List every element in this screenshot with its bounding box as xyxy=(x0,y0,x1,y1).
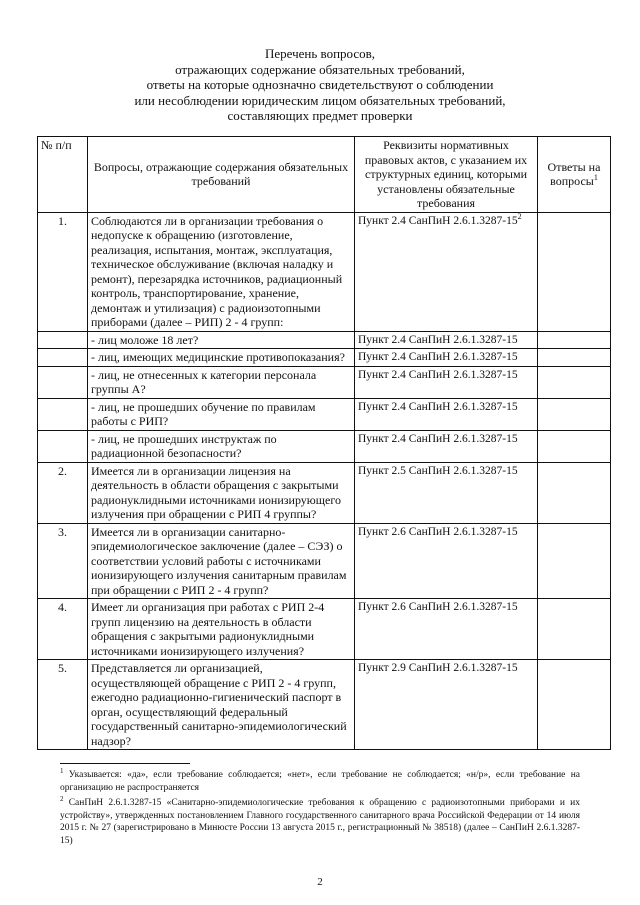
row-number xyxy=(38,349,88,367)
table-row xyxy=(38,523,611,599)
row-answer-cell[interactable] xyxy=(538,366,611,398)
row-requisite xyxy=(355,660,538,750)
row-answer-cell[interactable] xyxy=(538,398,611,430)
row-answer-cell[interactable] xyxy=(538,349,611,367)
row-requisite-text: Пункт 2.4 СанПиН 2.6.1.3287-15 xyxy=(358,333,518,346)
row-requisite xyxy=(355,523,538,599)
row-requisite-text: Пункт 2.6 СанПиН 2.6.1.3287-15 xyxy=(358,525,518,538)
table-row xyxy=(38,349,611,367)
footnote-1 xyxy=(60,766,580,794)
title-line-1: Перечень вопросов, xyxy=(264,46,376,61)
row-question: Соблюдаются ли в организации требования о недопуске к обращению (изготовление, реализация, испытания, монтаж, эксплуатация, техническое обслуживание (включая наладку и ремонт), перезарядка источников, радиационный контроль, транспортирование, хранение, демонтаж и утилизация) с радиоизотопными приборами (далее – РИП) 2 - 4 групп: xyxy=(88,212,355,331)
row-question: - лиц, не отнесенных к категории персонала группы А? xyxy=(88,366,355,398)
header-requisites-label: Реквизиты нормативных правовых актов, с указанием их структурных единиц, которыми установлены обязательные требования xyxy=(364,138,528,210)
row-answer-cell[interactable] xyxy=(538,462,611,523)
row-answer-cell[interactable] xyxy=(538,212,611,331)
row-requisite-text: Пункт 2.4 СанПиН 2.6.1.3287-15 xyxy=(358,351,518,363)
table-row xyxy=(38,331,611,349)
header-answers-label: Ответы на вопросы xyxy=(547,159,601,189)
row-requisite xyxy=(355,398,538,430)
checklist-table xyxy=(37,136,611,750)
table-row xyxy=(38,366,611,398)
footnote-2-text: СанПиН 2.6.1.3287-15 «Санитарно-эпидемиологические требования к обращению с радиоизотопными приборами и их устройству», утвержденных постановлением Главного государственного санитарного врача Российской Федерации от 14 июля 2015 г. № 27 (зарегистрировано в Минюсте России 13 августа 2015 г., регистрационный № 38518) (далее – СанПиН 2.6.1.3287-15) xyxy=(60,798,580,846)
row-answer-cell[interactable] xyxy=(538,331,611,349)
row-requisite xyxy=(355,366,538,398)
row-question: Представляется ли организацией, осуществляющей обращение с РИП 2 - 4 групп, ежегодно радиационно-гигиенический паспорт в орган, осуществляющий федеральный государственный санитарно-эпидемиологический надзор? xyxy=(88,660,355,750)
row-question: - лиц, не прошедших обучение по правилам работы с РИП? xyxy=(88,398,355,430)
row-requisite xyxy=(355,430,538,462)
title-line-3: ответы на которые однозначно свидетельствуют о соблюдении xyxy=(146,77,494,92)
header-num-label: № п/п xyxy=(41,138,72,152)
footnotes xyxy=(60,766,580,850)
row-requisite-text: Пункт 2.4 СанПиН 2.6.1.3287-15 xyxy=(358,214,518,227)
row-number: 2. xyxy=(38,462,88,523)
table-row xyxy=(38,660,611,750)
row-number: 1. xyxy=(38,212,88,331)
row-requisite-text: Пункт 2.6 СанПиН 2.6.1.3287-15 xyxy=(358,601,518,613)
row-requisite-text: Пункт 2.5 СанПиН 2.6.1.3287-15 xyxy=(358,464,518,477)
row-question: Имеет ли организация при работах с РИП 2-4 групп лицензию на деятельность в области обращения с закрытыми радионуклидными источниками ионизирующего излучения? xyxy=(88,599,355,660)
row-question: Имеется ли в организации лицензия на деятельность в области обращения с закрытыми радионуклидными источниками ионизирующего излучения при обращении с РИП 4 группы? xyxy=(88,462,355,523)
row-requisite xyxy=(355,599,538,660)
checklist-rows xyxy=(38,212,611,750)
row-requisite-text: Пункт 2.4 СанПиН 2.6.1.3287-15 xyxy=(358,400,518,413)
footnote-2 xyxy=(60,794,580,847)
footnote-separator xyxy=(60,763,190,764)
footnote-1-text: Указывается: «да», если требование соблюдается; «нет», если требование не соблюдается; «н/р», если требование на организацию не распространяется xyxy=(60,770,580,793)
table-row xyxy=(38,599,611,660)
footnote-1-mark: 1 xyxy=(60,766,64,775)
row-number: 3. xyxy=(38,523,88,599)
row-requisite-text: Пункт 2.9 СанПиН 2.6.1.3287-15 xyxy=(358,662,518,674)
row-question: - лиц, не прошедших инструктаж по радиационной безопасности? xyxy=(88,430,355,462)
header-question xyxy=(88,137,355,213)
row-number xyxy=(38,398,88,430)
row-number xyxy=(38,430,88,462)
table-header-row xyxy=(38,137,611,213)
title-line-4: или несоблюдении юридическим лицом обязательных требований, xyxy=(134,92,506,108)
header-requisites xyxy=(355,137,538,213)
table-row xyxy=(38,430,611,462)
table-row xyxy=(38,212,611,331)
row-answer-cell[interactable] xyxy=(538,660,611,750)
header-question-label: Вопросы, отражающие содержания обязательных требований xyxy=(93,159,349,189)
header-answers-footnote-mark: 1 xyxy=(593,173,598,183)
table-row xyxy=(38,462,611,523)
row-number: 4. xyxy=(38,599,88,660)
row-requisite xyxy=(355,349,538,367)
document-title xyxy=(100,46,540,124)
page-number: 2 xyxy=(317,876,323,888)
header-answers xyxy=(538,137,611,213)
row-requisite xyxy=(355,462,538,523)
row-requisite-footnote-mark: 2 xyxy=(517,211,522,221)
row-question: - лиц моложе 18 лет? xyxy=(88,331,355,349)
row-number xyxy=(38,331,88,349)
row-requisite xyxy=(355,331,538,349)
header-num xyxy=(38,137,88,213)
row-requisite-text: Пункт 2.4 СанПиН 2.6.1.3287-15 xyxy=(358,368,518,381)
row-requisite-text: Пункт 2.4 СанПиН 2.6.1.3287-15 xyxy=(358,432,518,445)
row-answer-cell[interactable] xyxy=(538,430,611,462)
footnote-2-mark: 2 xyxy=(60,794,64,803)
row-number xyxy=(38,366,88,398)
row-question: Имеется ли в организации санитарно-эпидемиологическое заключение (далее – СЭЗ) о соответствии условий работы с источниками ионизирующего излучения санитарным правилам при обращении с РИП 2 - 4 групп? xyxy=(88,523,355,599)
title-line-2: отражающих содержание обязательных требований, xyxy=(175,61,465,77)
table-row xyxy=(38,398,611,430)
row-answer-cell[interactable] xyxy=(538,523,611,599)
title-line-5: составляющих предмет проверки xyxy=(227,108,413,123)
row-number: 5. xyxy=(38,660,88,750)
row-answer-cell[interactable] xyxy=(538,599,611,660)
row-requisite xyxy=(355,212,538,331)
row-question: - лиц, имеющих медицинские противопоказания? xyxy=(88,349,355,367)
